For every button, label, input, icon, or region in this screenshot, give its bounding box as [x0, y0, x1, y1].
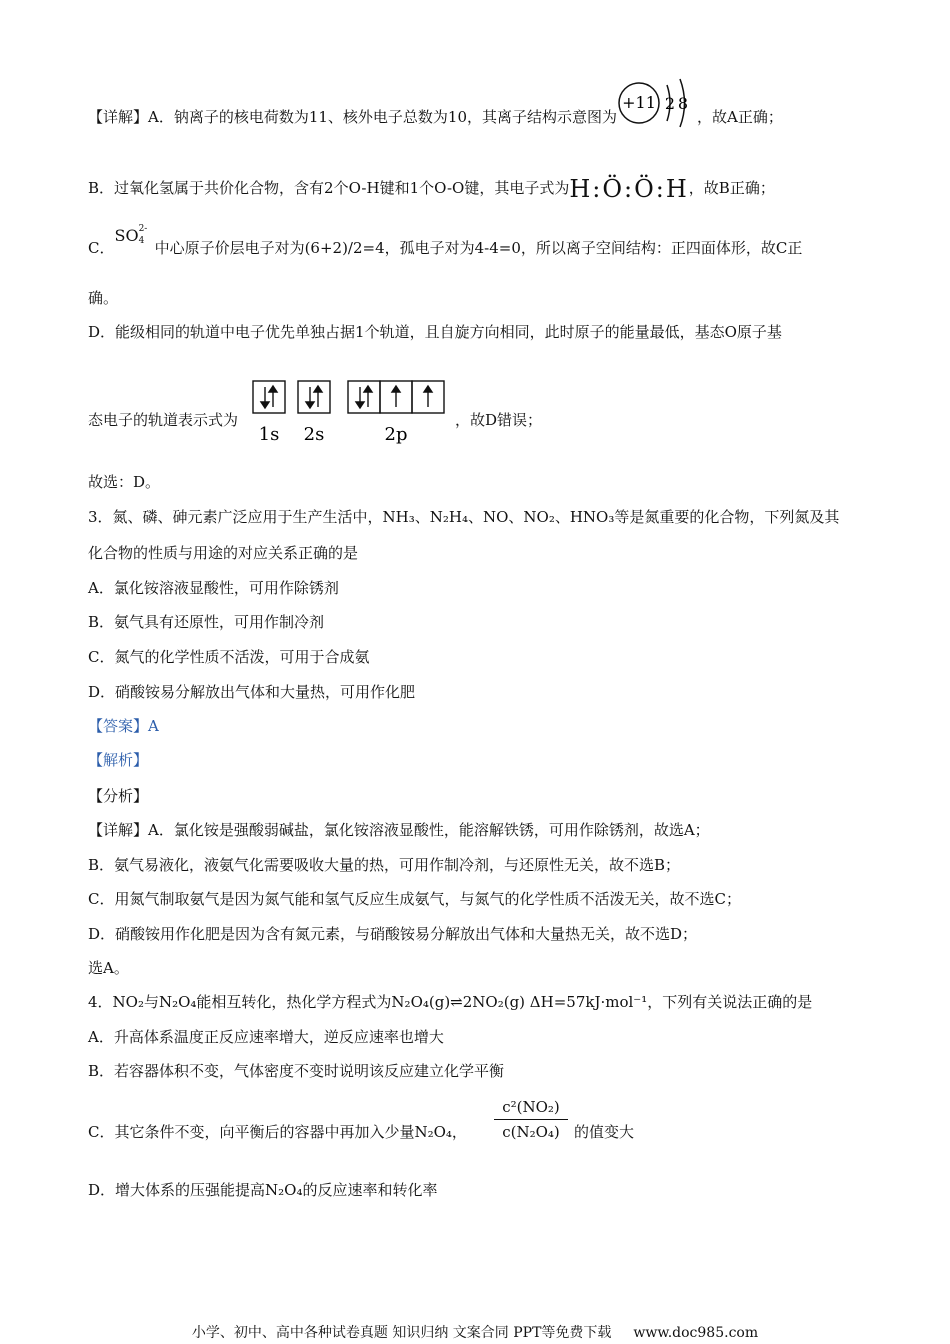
conclusion-2: 故选：D。 [88, 473, 161, 491]
h2o2-electron-formula: H:Ö:Ö:H [569, 175, 689, 203]
q4-stem: 4．NO₂与N₂O₄能相互转化，热化学方程式为N₂O₄(g)⇌2NO₂(g) ΔH=57kJ·mol⁻¹，下列有关说法正确的是 [88, 993, 813, 1011]
orbital-diagram [250, 378, 450, 452]
detail-b-suffix: ，故B正确； [688, 179, 775, 197]
q3-conclusion: 选A。 [88, 959, 129, 977]
fraction-bar [494, 1119, 568, 1120]
orbital-label-2p: 2p [384, 424, 408, 445]
fraction-denominator: c(N₂O₄) [502, 1123, 560, 1141]
q3-answer: 【答案】A [88, 717, 159, 735]
q4-fraction [494, 1096, 568, 1143]
detail-c-line [88, 224, 803, 258]
sodium-ion-structure-diagram [617, 75, 697, 131]
q3-option-d: D．硝酸铵易分解放出气体和大量热，可用作化肥 [88, 683, 416, 701]
page-footer [0, 1322, 950, 1342]
detail-a-line [88, 93, 783, 131]
q3-fenxi-label: 【分析】 [88, 787, 149, 805]
detail-b-line [88, 175, 775, 203]
orbital-1s-box [253, 381, 285, 413]
detail-a-text: 【详解】A．钠离子的核电荷数为11、核外电子总数为10，其离子结构示意图为 [88, 108, 618, 126]
q3-detail-c: C．用氮气制取氨气是因为氮气能和氢气反应生成氨气，与氮气的化学性质不活泼无关，故不选C； [88, 890, 741, 908]
q3-detail-d: D．硝酸铵用作化肥是因为含有氮元素，与硝酸铵易分解放出气体和大量热无关，故不选D； [88, 925, 698, 943]
detail-d-suffix: ，故D错误； [455, 411, 543, 429]
detail-c-text: 中心原子价层电子对为(6+2)/2=4，孤电子对为4-4=0，所以离子空间结构：正四面体形，故C正 [154, 239, 803, 257]
orbital-label-1s: 1s [258, 424, 280, 445]
nucleus-charge: +11 [622, 93, 656, 112]
fraction-numerator: c²(NO₂) [502, 1098, 560, 1116]
footer-url[interactable]: www.doc985.com [633, 1325, 759, 1341]
detail-c-label: C． [88, 239, 115, 257]
orbital-label-2s: 2s [303, 424, 325, 445]
detail-d-line2: 态电子的轨道表示式为 [88, 411, 239, 429]
detail-a-suffix: ，故A正确； [697, 108, 783, 126]
detail-b-text: B．过氧化氢属于共价化合物，含有2个O-H键和1个O-O键，其电子式为 [88, 179, 570, 197]
q4-option-a: A．升高体系温度正反应速率增大，逆反应速率也增大 [88, 1028, 444, 1046]
detail-d-line: D．能级相同的轨道中电子优先单独占据1个轨道，且自旋方向相同，此时原子的能量最低，基态O原子基 [88, 323, 782, 341]
q4-option-d: D．增大体系的压强能提高N₂O₄的反应速率和转化率 [88, 1181, 438, 1199]
orbital-2s-box [298, 381, 330, 413]
detail-c-cont-line: 确。 [88, 289, 119, 307]
q3-stem-line1: 3．氮、磷、砷元素广泛应用于生产生活中，NH₃、N₂H₄、NO、NO₂、HNO₃等是氮重要的化合物，下列氮及其 [88, 508, 840, 526]
footer-text: 小学、初中、高中各种试卷真题 知识归纳 文案合同 PPT等免费下载 [191, 1325, 612, 1341]
q3-detail-b: B．氨气易液化，液氨气化需要吸收大量的热，可用作制冷剂，与还原性无关，故不选B； [88, 856, 681, 874]
q3-option-a: A．氯化铵溶液显酸性，可用作除锈剂 [88, 579, 339, 597]
orbital-2p-box-1 [348, 381, 380, 413]
q4-option-c: C．其它条件不变，向平衡后的容器中再加入少量N₂O₄， [88, 1123, 467, 1141]
q3-analysis-label: 【解析】 [88, 751, 149, 769]
shell-1-electrons: 2 [664, 94, 676, 113]
q3-detail-a: 【详解】A．氯化铵是强酸弱碱盐，氯化铵溶液显酸性，能溶解铁锈，可用作除锈剂，故选A； [88, 821, 710, 839]
q3-option-c: C．氮气的化学性质不活泼，可用于合成氨 [88, 648, 370, 666]
q3-option-b: B．氨气具有还原性，可用作制冷剂 [88, 613, 325, 631]
q4-option-b: B．若容器体积不变，气体密度不变时说明该反应建立化学平衡 [88, 1062, 505, 1080]
shell-2-electrons: 8 [677, 94, 689, 113]
q3-stem-line2: 化合物的性质与用途的对应关系正确的是 [88, 544, 359, 562]
q4-option-c-suffix: 的值变大 [574, 1123, 635, 1141]
sulfate-formula: SO 2- 4 [114, 224, 148, 246]
